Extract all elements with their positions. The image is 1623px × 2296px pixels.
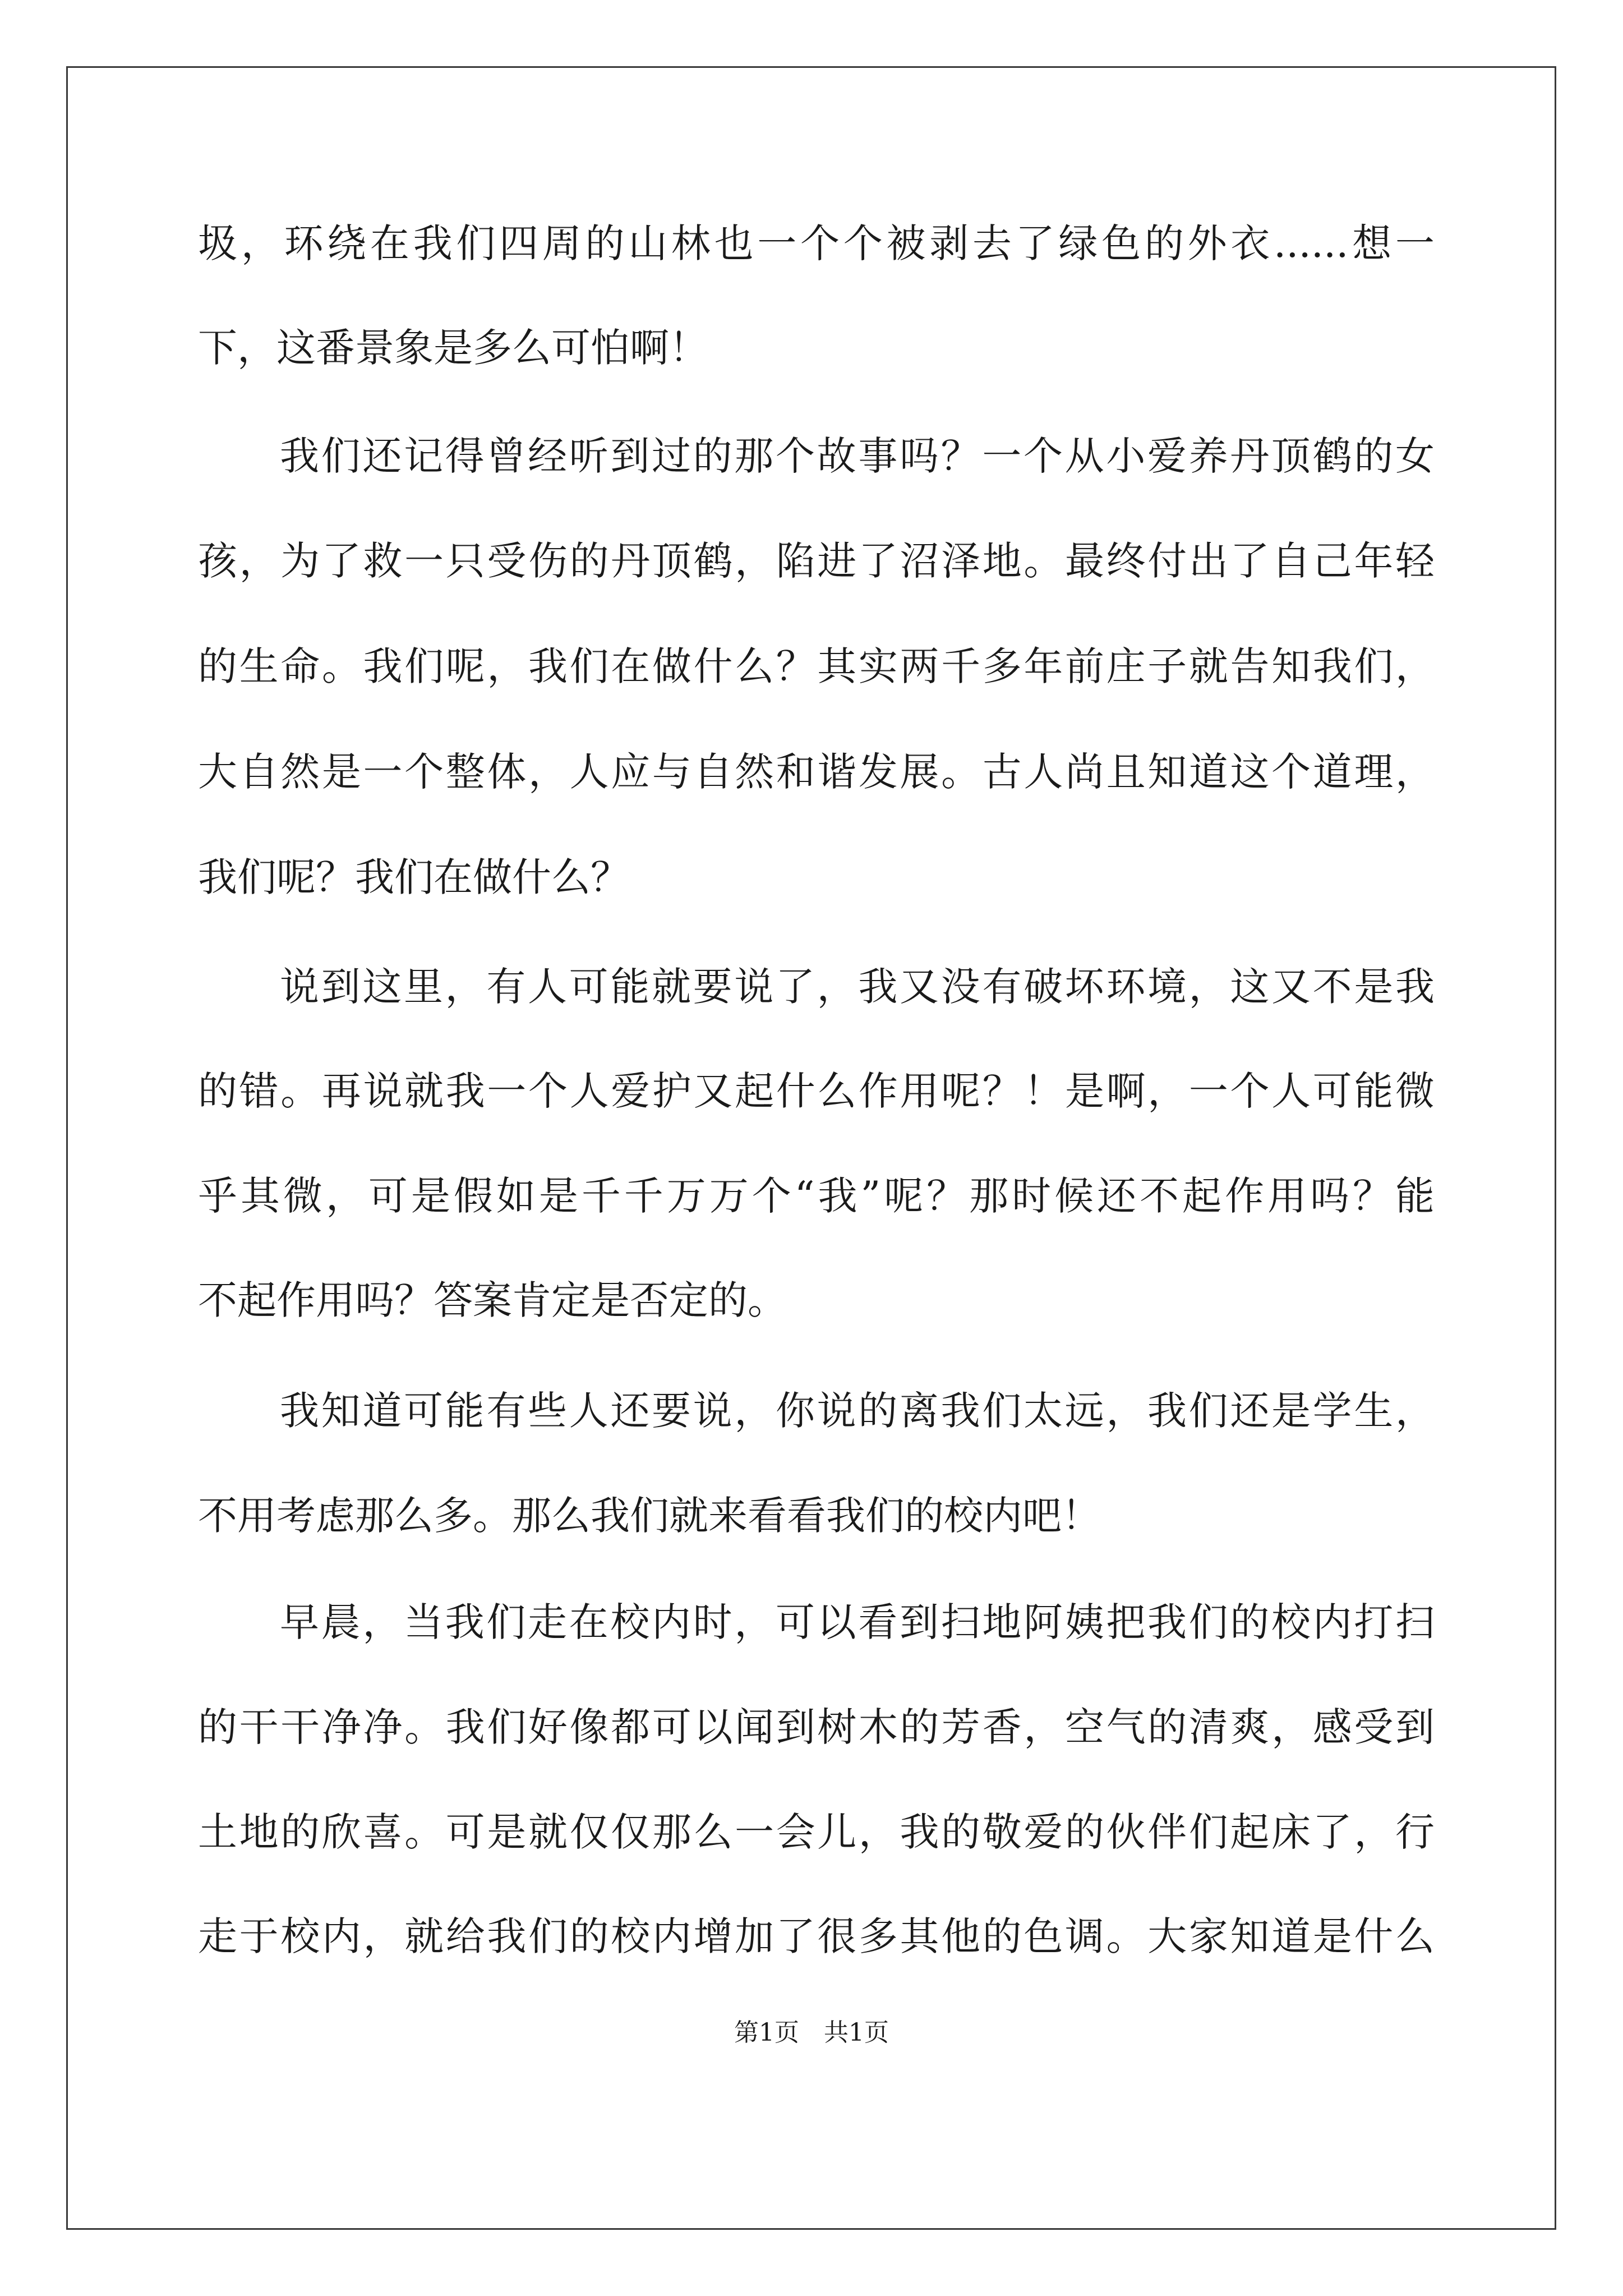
- text-line: 走于校内，就给我们的校内增加了很多其他的色调。大家知道是什么: [198, 1913, 1435, 1959]
- text-line: 不起作用吗？答案肯定是否定的。: [198, 1277, 787, 1323]
- text-line: 的错。再说就我一个人爱护又起什么作用呢？！是啊，一个人可能微: [198, 1068, 1435, 1114]
- text-line: 说到这里，有人可能就要说了，我又没有破坏环境，这又不是我: [280, 964, 1435, 1010]
- text-line: 圾，环绕在我们四周的山林也一个个被剥去了绿色的外衣......想一: [198, 220, 1435, 266]
- page-number-footer: 第1页 共1页: [734, 2018, 889, 2047]
- text-line: 土地的欣喜。可是就仅仅那么一会儿，我的敬爱的伙伴们起床了，行: [198, 1809, 1435, 1855]
- text-line: 孩，为了救一只受伤的丹顶鹤，陷进了沼泽地。最终付出了自己年轻: [198, 538, 1435, 584]
- text-line: 的生命。我们呢，我们在做什么？其实两千多年前庄子就告知我们，: [198, 643, 1435, 689]
- text-line: 乎其微，可是假如是千千万万个“我”呢？那时候还不起作用吗？能: [198, 1173, 1435, 1219]
- text-line: 大自然是一个整体，人应与自然和谐发展。古人尚且知道这个道理，: [198, 749, 1435, 795]
- text-line: 我知道可能有些人还要说，你说的离我们太远，我们还是学生，: [280, 1388, 1435, 1434]
- text-line: 不用考虑那么多。那么我们就来看看我们的校内吧！: [198, 1493, 1101, 1539]
- page-border: [66, 66, 1556, 2230]
- text-line: 早晨，当我们走在校内时，可以看到扫地阿姨把我们的校内打扫: [280, 1599, 1435, 1645]
- text-line: 下，这番景象是多么可怕啊！: [198, 325, 708, 371]
- text-line: 的干干净净。我们好像都可以闻到树木的芳香，空气的清爽，感受到: [198, 1704, 1435, 1750]
- text-line: 我们还记得曾经听到过的那个故事吗？一个从小爱养丹顶鹤的女: [280, 433, 1435, 479]
- text-line: 我们呢？我们在做什么？: [198, 854, 630, 900]
